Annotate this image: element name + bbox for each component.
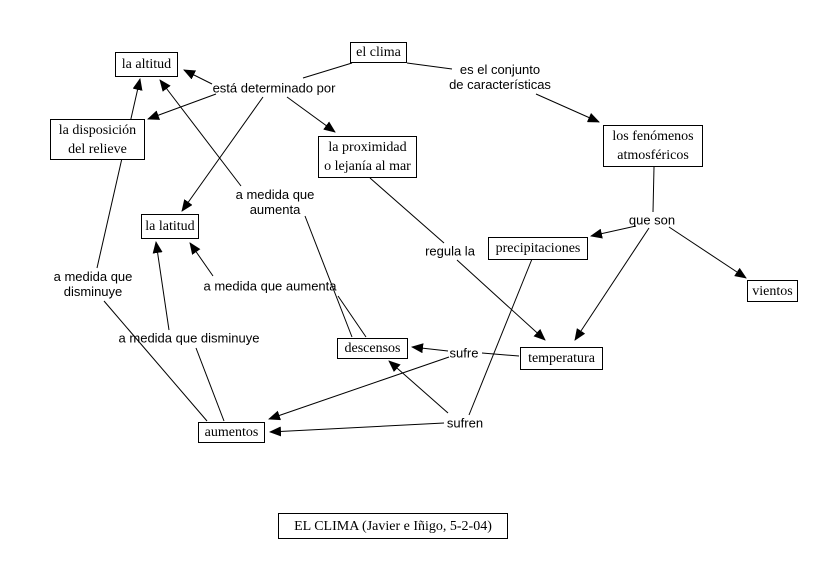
node-label-line: atmosféricos (617, 148, 689, 163)
node-label-line: la disposición (58, 122, 137, 138)
node-label-line: los fenómenos (612, 129, 694, 144)
edge-label-a-medida-que-aumenta-1line (204, 279, 337, 294)
edge-label-line: sufre (449, 345, 479, 361)
node-title-caption[interactable] (278, 513, 508, 539)
edge-medida-disminuye-2line-to-altitud (97, 79, 140, 268)
edge-medida-aumenta-2line-to-altitud (160, 80, 241, 186)
node-la-proximidad-o-lejania-al-mar[interactable] (318, 136, 417, 178)
edge-es-conjunto-to-fenomenos (536, 94, 599, 122)
edge-medida-disminuye-1line-to-latitud (156, 242, 169, 330)
node-la-disposicion-del-relieve[interactable] (50, 119, 145, 160)
edge-label-a-medida-que-aumenta-2line (236, 187, 315, 217)
edge-label-que-son (629, 213, 675, 228)
node-label-line: aumentos (204, 425, 259, 440)
edge-proximidad-to-regula-la (370, 178, 444, 243)
edge-label-sufren (447, 416, 483, 431)
node-precipitaciones[interactable] (488, 237, 588, 260)
edge-esta-determinado-to-altitud (184, 70, 212, 84)
edge-descensos-to-medida-aumenta-1line (338, 296, 366, 337)
node-label-line: vientos (752, 283, 793, 299)
node-label-line: el clima (356, 45, 401, 60)
edge-label-sufre (450, 346, 479, 361)
node-label-line: la proximidad (328, 140, 407, 155)
edge-label-line: a medida que (53, 269, 133, 284)
node-label-line: la altitud (121, 57, 172, 72)
edge-label-line: es el conjunto (459, 62, 541, 77)
edge-label-line: que son (628, 212, 676, 228)
edge-label-regula-la (425, 244, 475, 259)
edge-descensos-to-medida-aumenta-2line (305, 216, 352, 337)
edge-clima-to-esta-determinado (303, 63, 352, 78)
edge-label-line: aumenta (249, 202, 301, 217)
node-los-fenomenos-atmosfericos[interactable] (603, 125, 703, 167)
node-label-line: EL CLIMA (Javier e Iñigo, 5-2-04) (294, 518, 492, 534)
edge-clima-to-es-conjunto (407, 63, 452, 69)
edge-aumentos-to-medida-disminuye-2line (104, 301, 207, 421)
edge-label-a-medida-que-disminuye-2line (54, 269, 133, 299)
node-vientos[interactable] (747, 280, 798, 302)
edge-sufre-to-descensos (412, 347, 448, 351)
edge-sufren-to-descensos (389, 361, 448, 413)
edge-que-son-to-vientos (669, 227, 746, 278)
edge-que-son-to-precipitaciones (591, 226, 636, 236)
node-la-altitud[interactable] (115, 52, 178, 77)
edge-label-line: a medida que disminuye (118, 330, 260, 346)
edge-aumentos-to-medida-disminuye-1line (196, 348, 224, 421)
edge-label-line: a medida que (235, 187, 315, 202)
node-label-line: descensos (344, 341, 401, 356)
edge-label-a-medida-que-disminuye-1line (119, 331, 260, 346)
edge-label-esta-determinado-por (213, 81, 336, 96)
edge-sufre-to-aumentos (269, 357, 449, 419)
edge-regula-la-to-temperatura (457, 260, 545, 340)
node-aumentos[interactable] (198, 422, 265, 443)
edge-label-line: a medida que aumenta (203, 278, 337, 294)
node-label-line: temperatura (528, 351, 595, 366)
edge-label-line: está determinado por (212, 80, 336, 96)
edge-label-line: disminuye (63, 284, 123, 299)
node-label-line: la latitud (145, 219, 195, 234)
edge-label-line: sufren (446, 415, 484, 431)
edge-label-line: de características (449, 77, 551, 92)
node-el-clima[interactable] (350, 42, 407, 63)
node-temperatura[interactable] (520, 347, 603, 370)
node-descensos[interactable] (337, 338, 408, 359)
node-label-line: o lejanía al mar (324, 159, 411, 174)
edge-fenomenos-to-que-son (653, 167, 654, 212)
edge-medida-aumenta-1line-to-latitud (190, 243, 213, 276)
edge-sufren-to-aumentos (270, 423, 444, 432)
edge-temperatura-to-sufre (482, 353, 519, 356)
node-la-latitud[interactable] (141, 214, 199, 239)
edge-esta-determinado-to-proximidad (287, 97, 335, 132)
edge-precipitaciones-to-sufren (469, 259, 532, 415)
node-label-line: del relieve (68, 141, 127, 157)
edge-label-line: regula la (425, 243, 475, 259)
node-label-line: precipitaciones (495, 241, 581, 256)
edge-label-es-el-conjunto (449, 62, 551, 92)
edge-esta-determinado-to-disposicion (148, 94, 216, 119)
